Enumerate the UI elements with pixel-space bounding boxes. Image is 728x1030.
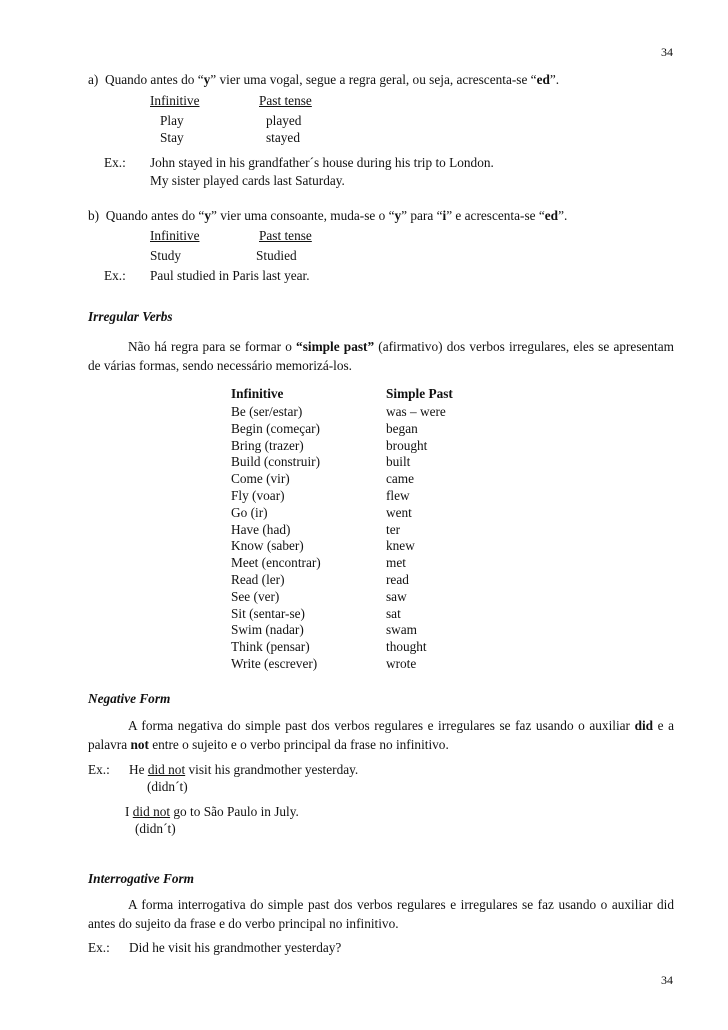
irregular-infinitive-cell: Come (vir) (231, 471, 290, 486)
rule-a-past-0: played (266, 113, 302, 128)
rule-a-past-1: stayed (266, 130, 300, 145)
irregular-past-cell: swam (386, 622, 418, 637)
rule-a-text-1: Quando antes do “ (105, 72, 204, 87)
rule-b-y: y (204, 208, 211, 223)
rule-a-ed: ed (536, 72, 550, 87)
irregular-para-bold: “simple past” (296, 339, 375, 354)
rule-a-col-past: Past tense (259, 93, 312, 108)
rule-b-text-3: ” para “ (401, 208, 443, 223)
irregular-heading: Irregular Verbs (88, 309, 173, 324)
irregular-para-1: Não há regra para se formar o (128, 339, 297, 354)
rule-a-marker: a) (88, 72, 99, 87)
rule-a-col-infinitive: Infinitive (150, 93, 200, 108)
rule-b-text-1: Quando antes do “ (105, 208, 205, 223)
irregular-past-cell: ter (386, 522, 401, 537)
rule-a-text-2: ” vier uma vogal, segue a regra geral, ou seja, acrescenta-se “ (210, 72, 537, 87)
rule-a-y: y (203, 72, 211, 87)
rule-b-text-2: ” vier uma consoante, muda-se o “ (210, 208, 395, 223)
negative-ex1-pre: He (129, 762, 148, 777)
rule-a-inf-1: Stay (160, 130, 184, 145)
rule-b-y2: y (394, 208, 402, 223)
irregular-infinitive-cell: Read (ler) (231, 572, 285, 587)
rule-a-line (88, 72, 559, 88)
irregular-past-cell: was – were (386, 404, 446, 419)
irregular-past-cell: knew (386, 538, 415, 553)
irregular-infinitive-cell: Be (ser/estar) (231, 404, 303, 419)
negative-ex2-post: go to São Paulo in July. (170, 804, 299, 819)
irregular-infinitive-cell: Meet (encontrar) (231, 555, 321, 570)
irregular-infinitive-cell: Know (saber) (231, 538, 304, 553)
rule-b-example-0: Paul studied in Paris last year. (150, 268, 310, 283)
negative-ex2-pre: I (125, 804, 133, 819)
negative-para-2: e a palavra (88, 718, 675, 752)
irregular-infinitive-cell: Fly (voar) (231, 488, 285, 503)
irregular-infinitive-cell: Swim (nadar) (231, 622, 304, 637)
negative-ex-label: Ex.: (88, 762, 110, 777)
negative-did: did (634, 718, 654, 733)
negative-example-2 (125, 804, 299, 820)
negative-ex1-did-not: did not (147, 762, 186, 777)
negative-ex1-post: visit his grandmother yesterday. (185, 762, 359, 777)
rule-b-marker: b) (88, 208, 100, 223)
rule-b-text-5: ”. (558, 208, 568, 223)
rule-b-col-infinitive: Infinitive (150, 228, 200, 243)
negative-not: not (130, 737, 149, 752)
irregular-infinitive-cell: Think (pensar) (231, 639, 310, 654)
irregular-infinitive-cell: See (ver) (231, 589, 280, 604)
page-number-bottom: 34 (661, 973, 673, 987)
rule-a-text-3: ”. (549, 72, 560, 87)
irregular-infinitive-cell: Bring (trazer) (231, 438, 304, 453)
interrogative-paragraph: A forma interrogativa do simple past dos verbos regulares e irregulares se faz usando o auxiliar did antes do sujeito da frase e do verbo principal no infinitivo. (88, 897, 674, 931)
rule-b-col-past: Past tense (259, 228, 312, 243)
irregular-infinitive-cell: Begin (começar) (231, 421, 320, 436)
negative-heading: Negative Form (88, 691, 171, 706)
irregular-past-cell: thought (386, 639, 427, 654)
rule-a-inf-0: Play (160, 113, 184, 128)
interrogative-ex-label: Ex.: (88, 940, 110, 955)
rule-b-i: i (442, 208, 447, 223)
negative-ex2-did-not: did not (132, 804, 171, 819)
rule-b-ed: ed (544, 208, 559, 223)
negative-paragraph (88, 716, 674, 754)
negative-ex2-contraction: (didn´t) (135, 821, 176, 836)
interrogative-example: Did he visit his grandmother yesterday? (129, 940, 342, 955)
negative-para-1: A forma negativa do simple past dos verbos regulares e irregulares se faz usando o auxiliar (128, 718, 635, 733)
irregular-past-cell: wrote (386, 656, 417, 671)
irregular-past-cell: brought (386, 438, 428, 453)
irregular-infinitive-cell: Sit (sentar-se) (231, 606, 305, 621)
irregular-past-cell: flew (386, 488, 410, 503)
rule-a-ex-label: Ex.: (104, 155, 126, 170)
irregular-infinitive-cell: Build (construir) (231, 454, 321, 469)
rule-b-past-0: Studied (256, 248, 297, 263)
rule-b-inf-0: Study (150, 248, 182, 263)
rule-a-example-1: My sister played cards last Saturday. (150, 173, 345, 188)
irregular-infinitive-cell: Have (had) (231, 522, 291, 537)
interrogative-heading: Interrogative Form (88, 871, 195, 886)
irregular-past-cell: saw (386, 589, 407, 604)
irregular-past-cell: came (386, 471, 415, 486)
rule-b-text-4: ” e acrescenta-se “ (446, 208, 545, 223)
irregular-past-cell: went (386, 505, 412, 520)
negative-example-1 (129, 762, 358, 778)
rule-a-example-0: John stayed in his grandfather´s house during his trip to London. (150, 155, 494, 170)
irregular-col-infinitive: Infinitive (231, 386, 284, 401)
irregular-past-cell: read (386, 572, 409, 587)
irregular-col-past: Simple Past (386, 386, 453, 401)
irregular-past-cell: met (386, 555, 406, 570)
irregular-infinitive-cell: Write (escrever) (231, 656, 318, 671)
rule-b-ex-label: Ex.: (104, 268, 126, 283)
rule-b-line (88, 208, 567, 224)
irregular-past-cell: sat (386, 606, 401, 621)
irregular-para-2: (afirmativo) dos verbos irregulares, eles se apresentam de várias formas, sendo necessário memorizá-los. (88, 339, 674, 373)
negative-para-3: entre o sujeito e o verbo principal da frase no infinitivo. (148, 737, 449, 752)
page-number-top: 34 (661, 45, 673, 59)
irregular-past-cell: built (386, 454, 411, 469)
irregular-infinitive-cell: Go (ir) (231, 505, 268, 520)
irregular-paragraph (88, 337, 674, 375)
irregular-past-cell: began (386, 421, 418, 436)
negative-ex1-contraction: (didn´t) (147, 779, 188, 794)
